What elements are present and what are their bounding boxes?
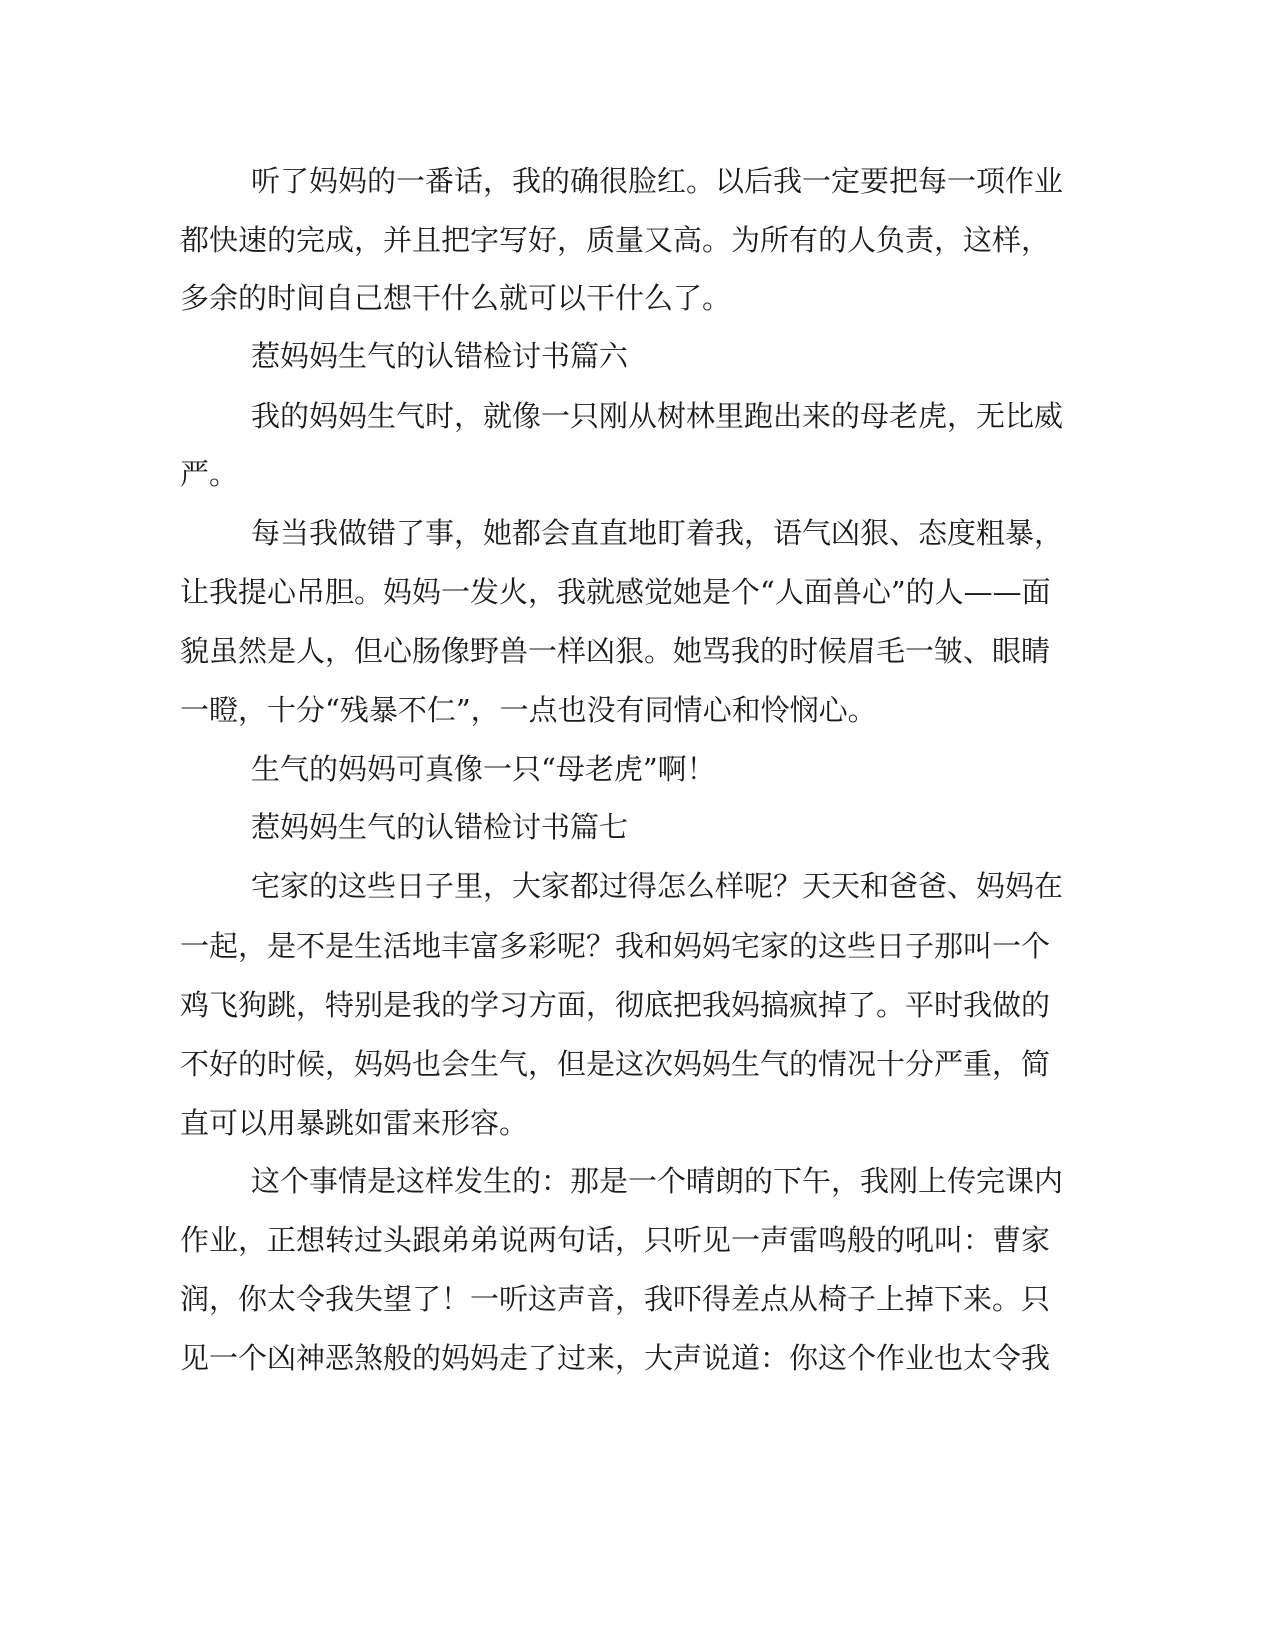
text-line: 严。 [180, 457, 239, 491]
text-line: 这个事情是这样发生的：那是一个晴朗的下午，我刚上传完课内 [251, 1164, 1064, 1198]
text-line: 见一个凶神恶煞般的妈妈走了过来，大声说道：你这个作业也太令我 [180, 1341, 1051, 1375]
text-line: 润，你太令我失望了！一听这声音，我吓得差点从椅子上掉下来。只 [180, 1282, 1051, 1316]
section-heading: 惹妈妈生气的认错检讨书篇七 [251, 810, 629, 844]
text-line: 鸡飞狗跳，特别是我的学习方面，彻底把我妈搞疯掉了。平时我做的 [180, 988, 1051, 1022]
text-line: 生气的妈妈可真像一只“母老虎”啊！ [251, 752, 716, 786]
text-line: 貌虽然是人，但心肠像野兽一样凶狠。她骂我的时候眉毛一皱、眼睛 [180, 634, 1051, 668]
text-line: 作业，正想转过头跟弟弟说两句话，只听见一声雷鸣般的吼叫：曹家 [180, 1223, 1051, 1257]
text-line: 我的妈妈生气时，就像一只刚从树林里跑出来的母老虎，无比威 [251, 399, 1064, 433]
text-line: 让我提心吊胆。妈妈一发火，我就感觉她是个“人面兽心”的人——面 [180, 575, 1051, 609]
text-line: 听了妈妈的一番话，我的确很脸红。以后我一定要把每一项作业 [251, 164, 1064, 198]
text-line: 直可以用暴跳如雷来形容。 [180, 1106, 529, 1140]
text-line: 都快速的完成，并且把字写好，质量又高。为所有的人负责，这样， [180, 223, 1051, 257]
text-line: 多余的时间自己想干什么就可以干什么了。 [180, 281, 732, 315]
section-heading: 惹妈妈生气的认错检讨书篇六 [251, 339, 629, 373]
text-line: 一起，是不是生活地丰富多彩呢？我和妈妈宅家的这些日子那叫一个 [180, 929, 1051, 963]
text-line: 一瞪，十分“残暴不仁”，一点也没有同情心和怜悯心。 [180, 693, 877, 727]
text-line: 每当我做错了事，她都会直直地盯着我，语气凶狠、态度粗暴， [251, 516, 1064, 550]
text-line: 不好的时候，妈妈也会生气，但是这次妈妈生气的情况十分严重，简 [180, 1047, 1051, 1081]
text-line: 宅家的这些日子里，大家都过得怎么样呢？天天和爸爸、妈妈在 [251, 869, 1064, 903]
